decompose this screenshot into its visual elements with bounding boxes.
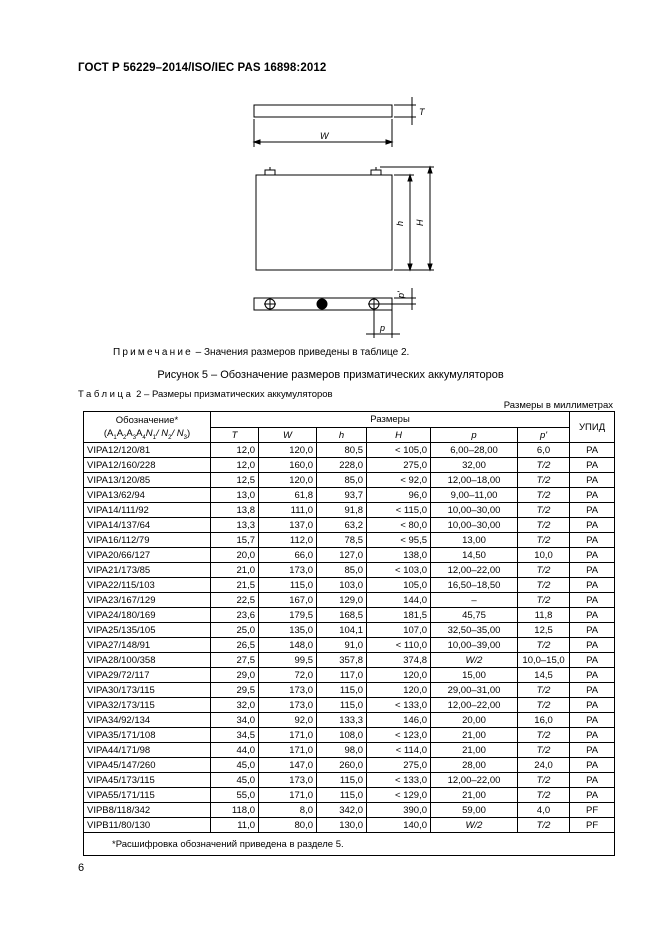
table-cell: 11,8 [518, 608, 570, 623]
table-cell: PA [570, 728, 615, 743]
cell-designation: VIPA35/171/108 [84, 728, 211, 743]
table-cell: T/2 [518, 698, 570, 713]
dimension-drawing [230, 92, 460, 352]
table-cell: 15,7 [211, 533, 259, 548]
table-cell: 105,0 [367, 578, 431, 593]
column-header-3: H [367, 428, 431, 443]
table-cell: 103,0 [317, 578, 367, 593]
table-cell: 29,5 [211, 683, 259, 698]
table-cell: T/2 [518, 788, 570, 803]
table-caption [78, 389, 333, 400]
table-cell: 13,8 [211, 503, 259, 518]
table-row [84, 638, 615, 653]
table-cell: 115,0 [317, 773, 367, 788]
note-text: – Значения размеров приведены в таблице 2. [192, 347, 410, 358]
table-cell: PA [570, 743, 615, 758]
cell-designation: VIPA14/111/92 [84, 503, 211, 518]
column-header-5: p' [518, 428, 570, 443]
table-cell: 34,5 [211, 728, 259, 743]
table-cell: PA [570, 668, 615, 683]
table-cell: PA [570, 713, 615, 728]
table-cell: 160,0 [259, 458, 317, 473]
table-cell: 146,0 [367, 713, 431, 728]
table-cell: T/2 [518, 743, 570, 758]
table-cell: 173,0 [259, 698, 317, 713]
table-row [84, 593, 615, 608]
table-cell: PA [570, 563, 615, 578]
cell-designation: VIPA32/173/115 [84, 698, 211, 713]
table-cell: 118,0 [211, 803, 259, 818]
table-cell: 390,0 [367, 803, 431, 818]
table-cell: PF [570, 803, 615, 818]
table-cell: 63,2 [317, 518, 367, 533]
table-cell: PA [570, 593, 615, 608]
table-cell: 29,00–31,00 [431, 683, 518, 698]
cell-designation: VIPA25/135/105 [84, 623, 211, 638]
table-cell: 21,00 [431, 728, 518, 743]
table-cell: 29,0 [211, 668, 259, 683]
label-h: h [395, 220, 405, 226]
designation-header [84, 412, 211, 443]
table-cell: 147,0 [259, 758, 317, 773]
cell-designation: VIPA27/148/91 [84, 638, 211, 653]
cell-designation: VIPB11/80/130 [84, 818, 211, 833]
figure-note [113, 347, 409, 358]
table-cell: PA [570, 773, 615, 788]
table-cell: T/2 [518, 488, 570, 503]
label-W: W [320, 131, 329, 141]
table-cell: 21,0 [211, 563, 259, 578]
cell-designation: VIPA12/120/81 [84, 443, 211, 458]
cell-designation: VIPA30/173/115 [84, 683, 211, 698]
table-cell: T/2 [518, 818, 570, 833]
table-row [84, 503, 615, 518]
table-cell: 6,00–28,00 [431, 443, 518, 458]
label-p-prime: p' [396, 291, 406, 298]
table-cell: 10,00–39,00 [431, 638, 518, 653]
table-cell: 44,0 [211, 743, 259, 758]
table-cell: 10,0 [518, 548, 570, 563]
cell-designation: VIPA34/92/134 [84, 713, 211, 728]
note-lead: Примечание [113, 347, 193, 358]
table-cell: 12,00–22,00 [431, 773, 518, 788]
table-cell: 14,50 [431, 548, 518, 563]
table-cell: < 115,0 [367, 503, 431, 518]
table-cell: T/2 [518, 728, 570, 743]
table-cell: 21,5 [211, 578, 259, 593]
table-cell: 115,0 [317, 683, 367, 698]
table-cell: T/2 [518, 563, 570, 578]
table-cell: 45,75 [431, 608, 518, 623]
table-row [84, 563, 615, 578]
table-cell: 12,5 [211, 473, 259, 488]
table-cell: 8,0 [259, 803, 317, 818]
table-cell: PA [570, 473, 615, 488]
table-cell: PA [570, 548, 615, 563]
table-cell: 127,0 [317, 548, 367, 563]
table-cell: 10,0–15,0 [518, 653, 570, 668]
table-cell: 21,00 [431, 743, 518, 758]
table-cell: 133,3 [317, 713, 367, 728]
table-cell: 167,0 [259, 593, 317, 608]
table-cell: 93,7 [317, 488, 367, 503]
table-row [84, 758, 615, 773]
table-cell: 98,0 [317, 743, 367, 758]
table-cell: 260,0 [317, 758, 367, 773]
table-cell: 107,0 [367, 623, 431, 638]
table-row [84, 578, 615, 593]
table-cell: 171,0 [259, 728, 317, 743]
table-cell: 12,0 [211, 458, 259, 473]
table-row [84, 788, 615, 803]
sizes-header: Размеры [211, 412, 570, 428]
table-cell: 115,0 [317, 788, 367, 803]
designation-header-line2: ($A_1A_2A_3A_4N_1/$ $N_2/$ $N_3$) [103, 428, 191, 441]
figure-caption: Рисунок 5 – Обозначение размеров призматических аккумуляторов [157, 369, 504, 381]
table-cell: W/2 [431, 818, 518, 833]
table-cell: 78,5 [317, 533, 367, 548]
table-row [84, 743, 615, 758]
table-row [84, 683, 615, 698]
table-cell: 22,5 [211, 593, 259, 608]
table-cell: 26,5 [211, 638, 259, 653]
table-cell: 32,0 [211, 698, 259, 713]
table-cell: T/2 [518, 458, 570, 473]
table-cell: PF [570, 818, 615, 833]
table-cell: 34,0 [211, 713, 259, 728]
table-cell: 96,0 [367, 488, 431, 503]
table-cell: 104,1 [317, 623, 367, 638]
table-cell: < 133,0 [367, 698, 431, 713]
document-header: ГОСТ Р 56229–2014/ISO/IEC PAS 16898:2012 [78, 62, 327, 74]
table-cell: 129,0 [317, 593, 367, 608]
table-cell: 12,00–18,00 [431, 473, 518, 488]
cell-designation: VIPA45/147/260 [84, 758, 211, 773]
table-cell: 15,00 [431, 668, 518, 683]
cell-designation: VIPA29/72/117 [84, 668, 211, 683]
table-cell: 181,5 [367, 608, 431, 623]
table-cell: < 110,0 [367, 638, 431, 653]
table-cell: 20,0 [211, 548, 259, 563]
table-cell: 120,0 [367, 668, 431, 683]
table-cell: < 129,0 [367, 788, 431, 803]
table-cell: 171,0 [259, 788, 317, 803]
table-caption-lead: Таблица [78, 389, 134, 400]
table-row [84, 773, 615, 788]
cell-designation: VIPA12/160/228 [84, 458, 211, 473]
table-row [84, 653, 615, 668]
dimensions-table [83, 411, 615, 856]
table-cell: 32,50–35,00 [431, 623, 518, 638]
cell-designation: VIPA22/115/103 [84, 578, 211, 593]
cell-designation: VIPA24/180/169 [84, 608, 211, 623]
column-header-0: T [211, 428, 259, 443]
table-cell: PA [570, 518, 615, 533]
table-cell: 61,8 [259, 488, 317, 503]
table-cell: 173,0 [259, 773, 317, 788]
table-cell: 135,0 [259, 623, 317, 638]
table-cell: 45,0 [211, 773, 259, 788]
table-cell: 16,50–18,50 [431, 578, 518, 593]
table-row [84, 713, 615, 728]
table-cell: 91,8 [317, 503, 367, 518]
cell-designation: VIPA45/173/115 [84, 773, 211, 788]
table-cell: 72,0 [259, 668, 317, 683]
cell-designation: VIPA20/66/127 [84, 548, 211, 563]
table-cell: 168,5 [317, 608, 367, 623]
table-footnote: *Расшифровка обозначений приведена в разделе 5. [84, 833, 615, 856]
cell-designation: VIPA21/173/85 [84, 563, 211, 578]
table-cell: 16,0 [518, 713, 570, 728]
table-cell: T/2 [518, 773, 570, 788]
table-cell: 13,00 [431, 533, 518, 548]
page-number: 6 [78, 862, 85, 874]
table-cell: PA [570, 653, 615, 668]
table-cell: PA [570, 458, 615, 473]
table-cell: 120,0 [367, 683, 431, 698]
table-cell: 9,00–11,00 [431, 488, 518, 503]
table-cell: PA [570, 698, 615, 713]
table-cell: 108,0 [317, 728, 367, 743]
table-cell: PA [570, 758, 615, 773]
cell-designation: VIPA28/100/358 [84, 653, 211, 668]
top-view-body [254, 105, 392, 117]
label-H: H [415, 219, 425, 226]
table-cell: 99,5 [259, 653, 317, 668]
table-cell: 138,0 [367, 548, 431, 563]
table-cell: 120,0 [259, 443, 317, 458]
table-caption-text: 2 – Размеры призматических аккумуляторов [133, 389, 333, 400]
table-cell: < 80,0 [367, 518, 431, 533]
table-row [84, 818, 615, 833]
table-cell: < 123,0 [367, 728, 431, 743]
table-cell: 342,0 [317, 803, 367, 818]
table-cell: T/2 [518, 533, 570, 548]
table-cell: 144,0 [367, 593, 431, 608]
table-row [84, 488, 615, 503]
table-cell: 148,0 [259, 638, 317, 653]
table-cell: PA [570, 443, 615, 458]
column-header-2: h [317, 428, 367, 443]
table-cell: 357,8 [317, 653, 367, 668]
cell-designation: VIPA55/171/115 [84, 788, 211, 803]
table-cell: 10,00–30,00 [431, 503, 518, 518]
label-p: p [380, 323, 386, 333]
table-cell: 32,00 [431, 458, 518, 473]
table-cell: T/2 [518, 518, 570, 533]
table-cell: 120,0 [259, 473, 317, 488]
table-cell: 66,0 [259, 548, 317, 563]
cell-designation: VIPA23/167/129 [84, 593, 211, 608]
cell-designation: VIPA14/137/64 [84, 518, 211, 533]
table-cell: < 114,0 [367, 743, 431, 758]
table-cell: 12,0 [211, 443, 259, 458]
table-row [84, 608, 615, 623]
table-cell: 11,0 [211, 818, 259, 833]
table-cell: 23,6 [211, 608, 259, 623]
table-cell: 21,00 [431, 788, 518, 803]
table-cell: 20,00 [431, 713, 518, 728]
table-row [84, 518, 615, 533]
units-note: Размеры в миллиметрах [503, 400, 613, 411]
table-cell: PA [570, 788, 615, 803]
table-cell: 4,0 [518, 803, 570, 818]
table-cell: 25,0 [211, 623, 259, 638]
column-header-1: W [259, 428, 317, 443]
table-cell: 28,00 [431, 758, 518, 773]
cell-designation: VIPA13/120/85 [84, 473, 211, 488]
table-cell: W/2 [431, 653, 518, 668]
table-cell: < 133,0 [367, 773, 431, 788]
table-cell: 45,0 [211, 758, 259, 773]
table-cell: 13,0 [211, 488, 259, 503]
table-cell: PA [570, 488, 615, 503]
table-cell: 85,0 [317, 473, 367, 488]
figure-prismatic-dimensions [230, 92, 460, 352]
table-cell: 85,0 [317, 563, 367, 578]
table-cell: < 105,0 [367, 443, 431, 458]
designation-header-line1: Обозначение* [115, 415, 179, 426]
table-cell: PA [570, 578, 615, 593]
table-cell: 112,0 [259, 533, 317, 548]
table-cell: 111,0 [259, 503, 317, 518]
table-row [84, 473, 615, 488]
table-row [84, 803, 615, 818]
table-cell: PA [570, 608, 615, 623]
table-cell: T/2 [518, 578, 570, 593]
table-cell: < 103,0 [367, 563, 431, 578]
table-cell: 12,5 [518, 623, 570, 638]
table-row [84, 698, 615, 713]
table-row [84, 548, 615, 563]
table-cell: 275,0 [367, 458, 431, 473]
table-cell: 228,0 [317, 458, 367, 473]
table-cell: 137,0 [259, 518, 317, 533]
table-cell: 6,0 [518, 443, 570, 458]
table-cell: 24,0 [518, 758, 570, 773]
cell-designation: VIPA16/112/79 [84, 533, 211, 548]
table-row [84, 458, 615, 473]
table-cell: 171,0 [259, 743, 317, 758]
table-cell: < 95,5 [367, 533, 431, 548]
table-cell: T/2 [518, 593, 570, 608]
table-cell: – [431, 593, 518, 608]
table-cell: 12,00–22,00 [431, 698, 518, 713]
table-cell: T/2 [518, 503, 570, 518]
table-cell: 14,5 [518, 668, 570, 683]
table-cell: 115,0 [259, 578, 317, 593]
table-cell: < 92,0 [367, 473, 431, 488]
table-cell: 80,0 [259, 818, 317, 833]
table-cell: 275,0 [367, 758, 431, 773]
table-cell: 12,00–22,00 [431, 563, 518, 578]
table-cell: T/2 [518, 638, 570, 653]
table-row [84, 533, 615, 548]
table-cell: 10,00–30,00 [431, 518, 518, 533]
table-cell: 130,0 [317, 818, 367, 833]
table-cell: PA [570, 638, 615, 653]
table-cell: 55,0 [211, 788, 259, 803]
table-row [84, 728, 615, 743]
table-cell: PA [570, 503, 615, 518]
table-row [84, 668, 615, 683]
table-cell: 179,5 [259, 608, 317, 623]
cell-designation: VIPB8/118/342 [84, 803, 211, 818]
table-cell: PA [570, 623, 615, 638]
front-view-body [256, 175, 392, 270]
table-cell: 91,0 [317, 638, 367, 653]
table-row [84, 623, 615, 638]
column-header-4: p [431, 428, 518, 443]
label-T: T [419, 107, 425, 117]
table-cell: 140,0 [367, 818, 431, 833]
upid-header: УПИД [570, 412, 615, 443]
table-cell: 13,3 [211, 518, 259, 533]
table-cell: 27,5 [211, 653, 259, 668]
table-cell: PA [570, 683, 615, 698]
table-cell: 59,00 [431, 803, 518, 818]
table-cell: 92,0 [259, 713, 317, 728]
table-cell: 80,5 [317, 443, 367, 458]
table-cell: T/2 [518, 683, 570, 698]
cell-designation: VIPA44/171/98 [84, 743, 211, 758]
table-cell: PA [570, 533, 615, 548]
cell-designation: VIPA13/62/94 [84, 488, 211, 503]
table-row [84, 443, 615, 458]
table-cell: 374,8 [367, 653, 431, 668]
table-cell: 173,0 [259, 563, 317, 578]
table-cell: 115,0 [317, 698, 367, 713]
table-cell: 173,0 [259, 683, 317, 698]
table-cell: 117,0 [317, 668, 367, 683]
table-cell: T/2 [518, 473, 570, 488]
